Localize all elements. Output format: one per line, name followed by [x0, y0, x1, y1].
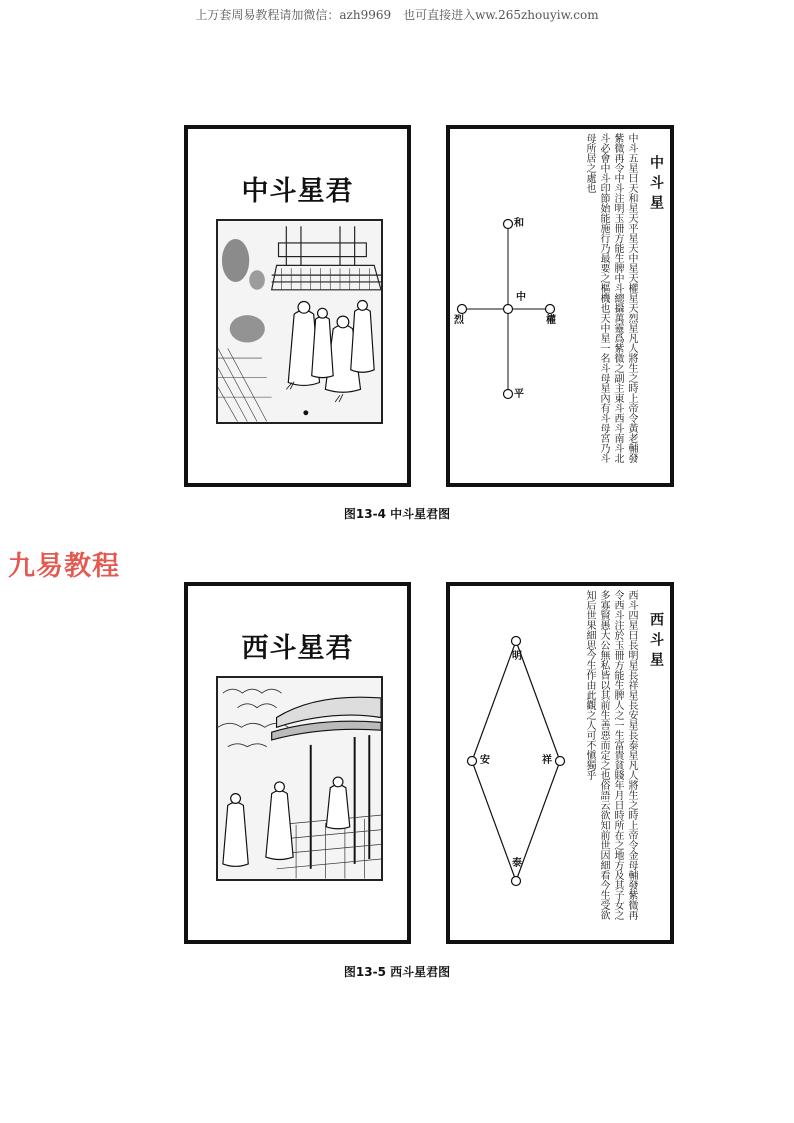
text-column: 斗必會中斗印節始能施行乃最要之樞機也天中星一名斗母星內有斗母宮乃斗: [598, 133, 609, 463]
text-column: 西斗四星曰長明星長祥星長安星長泰星凡人將生之時上帝令金母輔發紫微再: [626, 590, 637, 920]
woodcut-scene-icon: [218, 221, 381, 422]
node-label-top: 和: [514, 218, 524, 229]
woodcut-scene-icon: [218, 678, 381, 879]
text-column: 知后世果細思今生作由此觀之人可不愼獨乎: [584, 590, 595, 780]
card-xidou: [184, 582, 411, 944]
text-column: 紫微再令中斗注明玉冊方能生脾中斗總攝萬靈爲紫微之副主東斗西斗南斗北: [612, 133, 623, 463]
node-label-left: 安: [480, 755, 490, 766]
node-label-bottom: 泰: [512, 858, 522, 869]
node-label-right: 祥: [542, 755, 552, 766]
text-column: 多寡賢愚大公無私皆以其前生善惡而定之也俗語云欲知前世因細看今生受欲: [598, 590, 609, 920]
figure-caption: 图13-5 西斗星君图: [343, 965, 451, 979]
star-title: 中斗星: [648, 155, 664, 215]
text-column: 母所居之處也: [584, 133, 595, 193]
card-zhongdou: [184, 125, 411, 487]
node-label-left: 烈: [454, 315, 464, 326]
watermark-logo: 九易教程: [8, 551, 120, 582]
text-column: 中斗五星曰天和星天平星天中星天權星天烈星凡人將生之時上帝令黃老輔發: [626, 133, 637, 463]
node-label-bottom: 平: [514, 389, 524, 400]
star-title: 西斗星: [648, 612, 664, 672]
card-title: 中斗星君: [241, 176, 354, 207]
woodcut-illustration: [216, 676, 383, 881]
star-diagram-xidou: [446, 582, 674, 944]
text-column: 令西斗注於玉冊方能生脾人之一生富貴貧賤年月日時所在之地方及其子女之: [612, 590, 623, 920]
page-header: 上万套周易教程请加微信：azh9969 也可直接进入ww.265zhouyiw.com: [195, 8, 599, 22]
node-label-center: 中: [516, 292, 526, 303]
figure-caption: 图13-4 中斗星君图: [343, 507, 451, 521]
node-label-top: 明: [512, 651, 522, 662]
node-label-right: 權: [546, 315, 556, 326]
star-diagram-zhongdou: [446, 125, 674, 487]
woodcut-illustration: [216, 219, 383, 424]
card-title: 西斗星君: [241, 633, 354, 664]
